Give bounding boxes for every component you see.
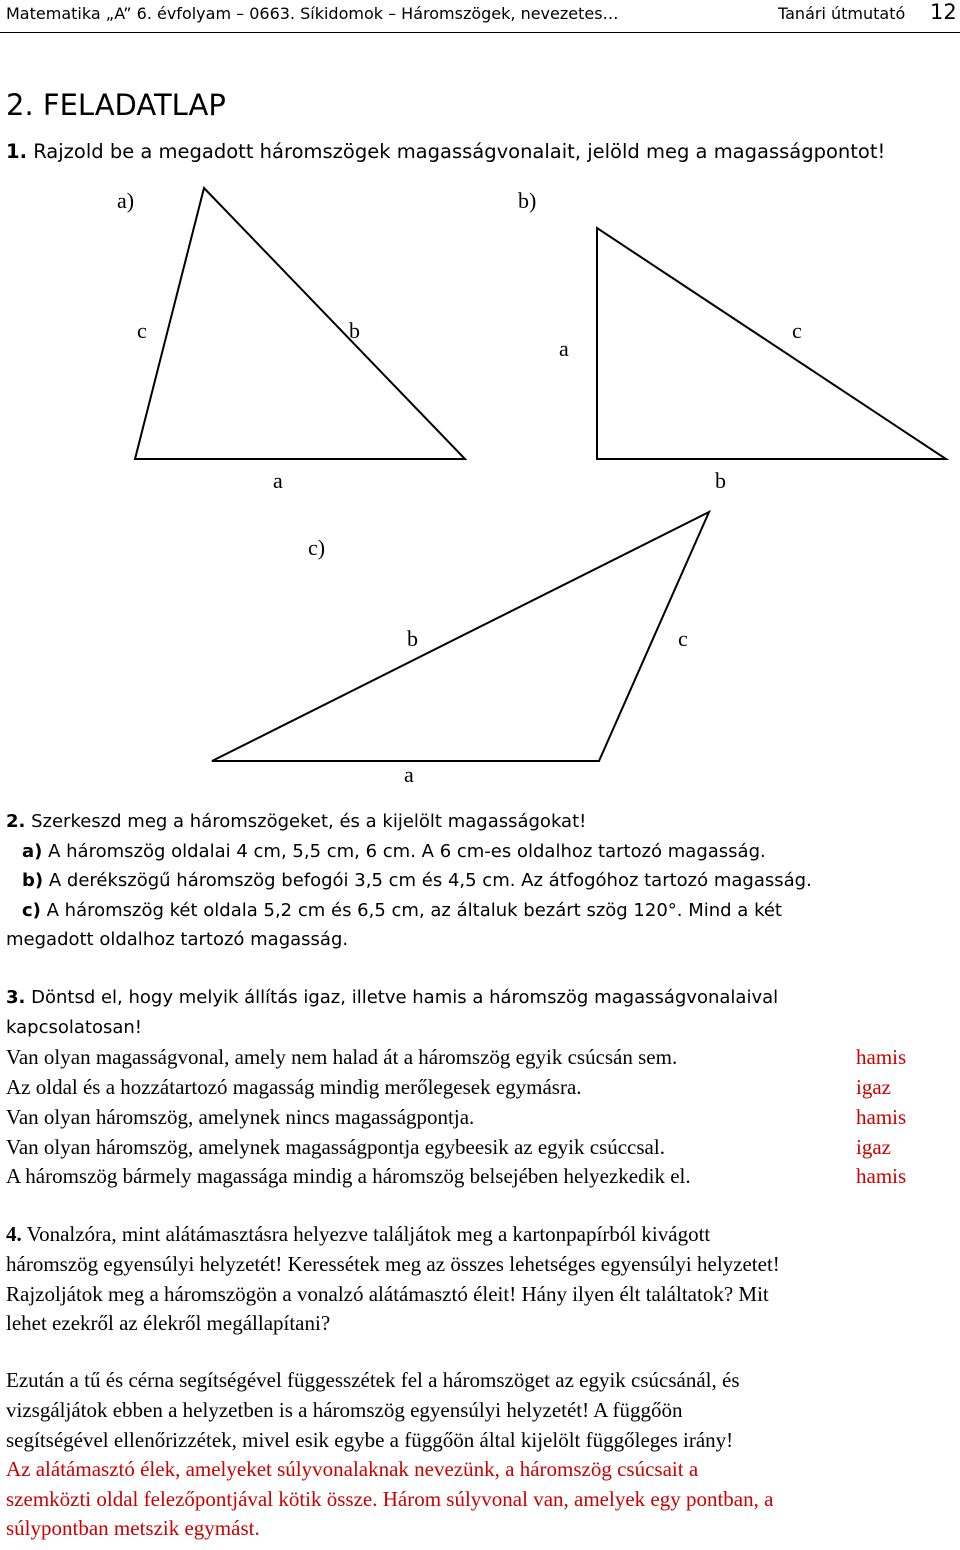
task2-c-text1: A háromszög két oldala 5,2 cm és 6,5 cm, az általuk bezárt szög 120°. Mind a két [46, 900, 782, 921]
fig-c-side-b: b [407, 626, 418, 651]
fig-a-side-c: c [137, 318, 147, 343]
task2-c-text2: megadott oldalhoz tartozó magasság. [6, 929, 349, 950]
header-guide-label: Tanári útmutató [778, 4, 906, 23]
task2-item-a [22, 841, 766, 862]
statement-text: Van olyan magasságvonal, amely nem halad át a háromszög egyik csúcsán sem. [6, 1045, 678, 1069]
task2-b-text: A derékszögű háromszög befogói 3,5 cm és 4,5 cm. Az átfogóhoz tartozó magasság. [48, 870, 812, 891]
task4-answer-line: szemközti oldal felezőpontjával kötik össze. Három súlyvonal van, amelyek egy pontban, a [6, 1487, 774, 1511]
task2-number: 2. [6, 811, 26, 832]
statement-text: Az oldal és a hozzátartozó magasság mindig merőlegesek egymásra. [6, 1075, 582, 1099]
task4-p1-line: Rajzoljátok meg a háromszögön a vonalzó alátámasztó éleit! Hány ilyen élt találtatok? Mit [6, 1282, 769, 1306]
triangle-a [135, 188, 465, 459]
task4-p1-line: lehet ezekről az élekről megállapítani? [6, 1311, 331, 1335]
triangle-c [212, 512, 709, 761]
task2-instruction [6, 811, 586, 832]
task2-b-label: b) [22, 870, 44, 891]
statement-text: Van olyan háromszög, amelynek magasságpontja egybeesik az egyik csúccsal. [6, 1135, 665, 1159]
task2-a-label: a) [22, 841, 43, 862]
task4-p1-line: Vonalzóra, mint alátámasztásra helyezve találjátok meg a kartonpapírból kivágott [26, 1222, 711, 1246]
task2-a-text: A háromszög oldalai 4 cm, 5,5 cm, 6 cm. A 6 cm-es oldalhoz tartozó magasság. [48, 841, 766, 862]
statement-answer: hamis [856, 1164, 907, 1188]
page-title: 2. FELADATLAP [6, 88, 226, 122]
task2-item-b [22, 870, 812, 891]
fig-c-side-c: c [678, 626, 688, 651]
task1-number: 1. [6, 140, 27, 163]
task2-item-c [22, 900, 782, 921]
task4-p1-line: háromszög egyensúlyi helyzetét! Keressétek meg az összes lehetséges egyensúlyi helyzetet! [6, 1252, 780, 1276]
fig-a-side-a: a [273, 468, 283, 493]
header-course-title: Matematika „A” 6. évfolyam – 0663. Síkidomok – Háromszögek, nevezetes… [6, 4, 619, 23]
statement-text: A háromszög bármely magassága mindig a háromszög belsejében helyezkedik el. [6, 1164, 691, 1188]
task3-instruction [6, 987, 778, 1008]
task4-p2-line: Ezután a tű és cérna segítségével függesszétek fel a háromszöget az egyik csúcsánál, és [6, 1368, 740, 1392]
triangle-b [597, 228, 946, 459]
task4-answer-line: súlypontban metszik egymást. [6, 1516, 260, 1540]
task4-line-1 [6, 1222, 710, 1247]
statement-answer: hamis [856, 1105, 907, 1129]
fig-a-label: a) [117, 188, 135, 213]
task4-p2-line: segítségével ellenőrizzétek, mivel esik egybe a függőön által kijelölt függőleges irány! [6, 1428, 734, 1452]
fig-b-side-c: c [792, 318, 802, 343]
statement-answer: igaz [856, 1135, 891, 1159]
task4-number: 4. [6, 1222, 22, 1246]
fig-b-label: b) [518, 188, 537, 213]
fig-c-side-a: a [404, 762, 414, 787]
fig-b-side-a: a [559, 336, 569, 361]
task3-text2: kapcsolatosan! [6, 1017, 142, 1038]
task3-text1: Döntsd el, hogy melyik állítás igaz, illetve hamis a háromszög magasságvonalaival [31, 987, 779, 1008]
task2-c-label: c) [22, 900, 41, 921]
task4-answer-line: Az alátámasztó élek, amelyeket súlyvonalaknak nevezünk, a háromszög csúcsait a [6, 1457, 699, 1481]
statement-answer: hamis [856, 1045, 907, 1069]
task4-p2-line: vizsgáljátok ebben a helyzetben is a háromszög egyensúlyi helyzetét! A függőön [6, 1398, 683, 1422]
task2-text: Szerkeszd meg a háromszögeket, és a kijelölt magasságokat! [31, 811, 587, 832]
statement-answer: igaz [856, 1075, 891, 1099]
statement-text: Van olyan háromszög, amelynek nincs magasságpontja. [6, 1105, 475, 1129]
fig-b-side-b: b [715, 468, 726, 493]
task3-number: 3. [6, 987, 26, 1008]
task1-text: Rajzold be a megadott háromszögek magasságvonalait, jelöld meg a magasságpontot! [33, 140, 886, 163]
header-page-number: 12 [930, 0, 957, 24]
fig-c-label: c) [308, 535, 326, 560]
fig-a-side-b: b [349, 318, 360, 343]
